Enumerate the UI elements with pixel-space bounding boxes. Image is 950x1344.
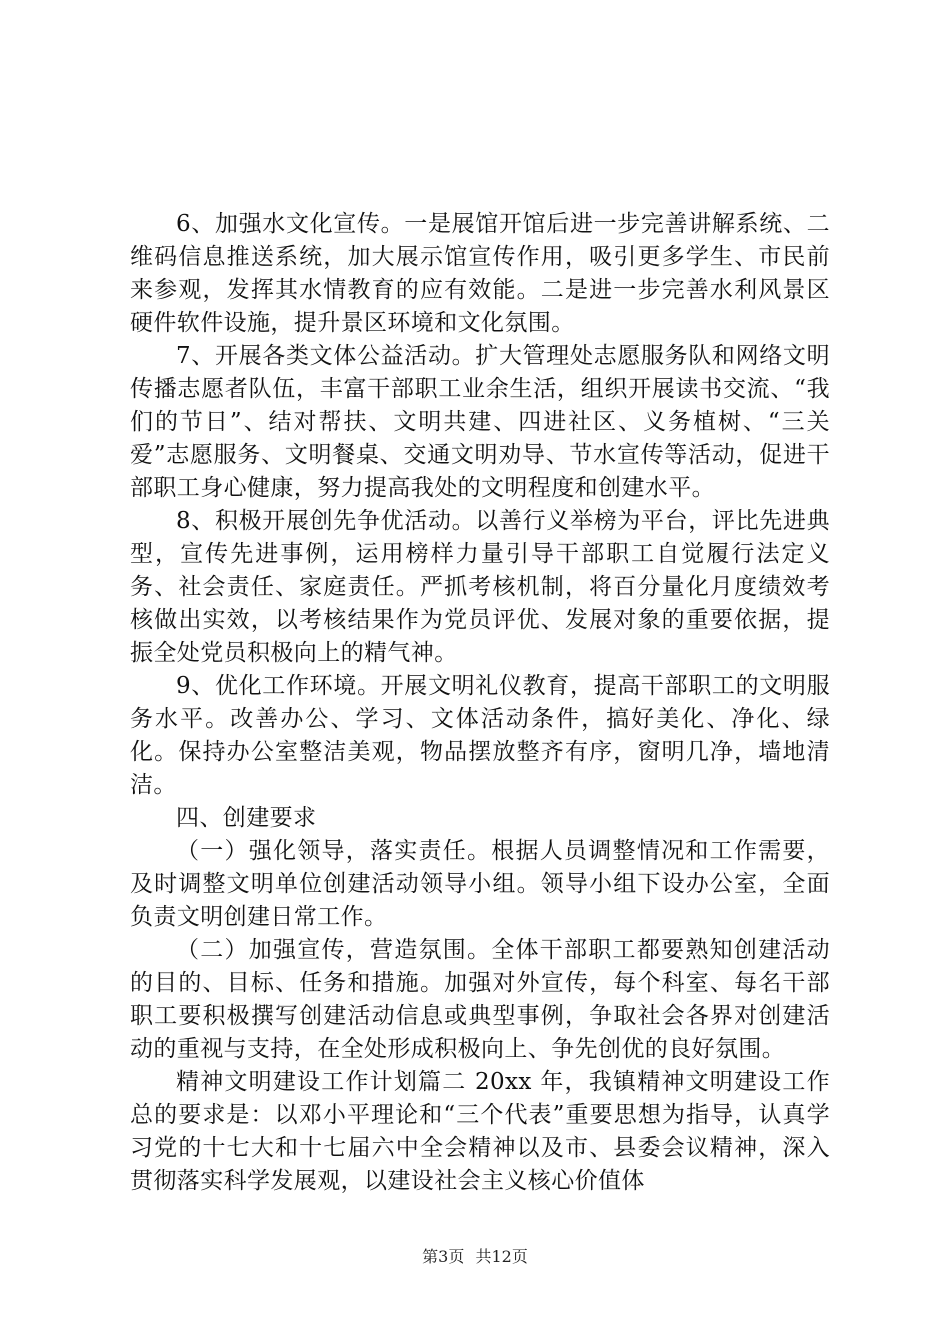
paragraph-plan-two: 精神文明建设工作计划篇二 20xx 年，我镇精神文明建设工作总的要求是：以邓小平理论和“三个代表”重要思想为指导，认真学习党的十七大和十七届六中全会精神以及市、县委会议精神，深入贯彻落实科学发展观，以建设社会主义核心价值体 bbox=[130, 1069, 830, 1194]
paragraph-item-7: 7、开展各类文体公益活动。扩大管理处志愿服务队和网络文明传播志愿者队伍，丰富干部职工业余生活，组织开展读书交流、“我们的节日”、结对帮扶、文明共建、四进社区、义务植树、“三关爱”志愿服务、文明餐桌、交通文明劝导、节水宣传等活动，促进干部职工身心健康，努力提高我处的文明程度和创建水平。 bbox=[130, 343, 830, 501]
page-number: 第3页 bbox=[422, 1247, 465, 1266]
paragraph-requirement-1: （一）强化领导，落实责任。根据人员调整情况和工作需要，及时调整文明单位创建活动领导小组。领导小组下设办公室，全面负责文明创建日常工作。 bbox=[130, 838, 830, 930]
page-total: 共12页 bbox=[475, 1247, 528, 1266]
paragraph-item-9: 9、优化工作环境。开展文明礼仪教育，提高干部职工的文明服务水平。改善办公、学习、文体活动条件，搞好美化、净化、绿化。保持办公室整洁美观，物品摆放整齐有序，窗明几净，墙地清洁。 bbox=[130, 673, 830, 798]
section-heading: 四、创建要求 bbox=[176, 805, 317, 831]
paragraph-item-6: 6、加强水文化宣传。一是展馆开馆后进一步完善讲解系统、二维码信息推送系统，加大展示馆宣传作用，吸引更多学生、市民前来参观，发挥其水情教育的应有效能。二是进一步完善水利风景区硬件软件设施，提升景区环境和文化氛围。 bbox=[130, 211, 830, 336]
page-footer bbox=[0, 1244, 950, 1267]
paragraph-requirement-2: （二）加强宣传，营造氛围。全体干部职工都要熟知创建活动的目的、目标、任务和措施。加强对外宣传，每个科室、每名干部职工要积极撰写创建活动信息或典型事例，争取社会各界对创建活动的重视与支持，在全处形成积极向上、争先创优的良好氛围。 bbox=[130, 937, 830, 1062]
paragraph-item-8: 8、积极开展创先争优活动。以善行义举榜为平台，评比先进典型，宣传先进事例，运用榜样力量引导干部职工自觉履行法定义务、社会责任、家庭责任。严抓考核机制，将百分量化月度绩效考核做出实效，以考核结果作为党员评优、发展对象的重要依据，提振全处党员积极向上的精气神。 bbox=[130, 508, 830, 666]
document-body bbox=[130, 208, 830, 1198]
